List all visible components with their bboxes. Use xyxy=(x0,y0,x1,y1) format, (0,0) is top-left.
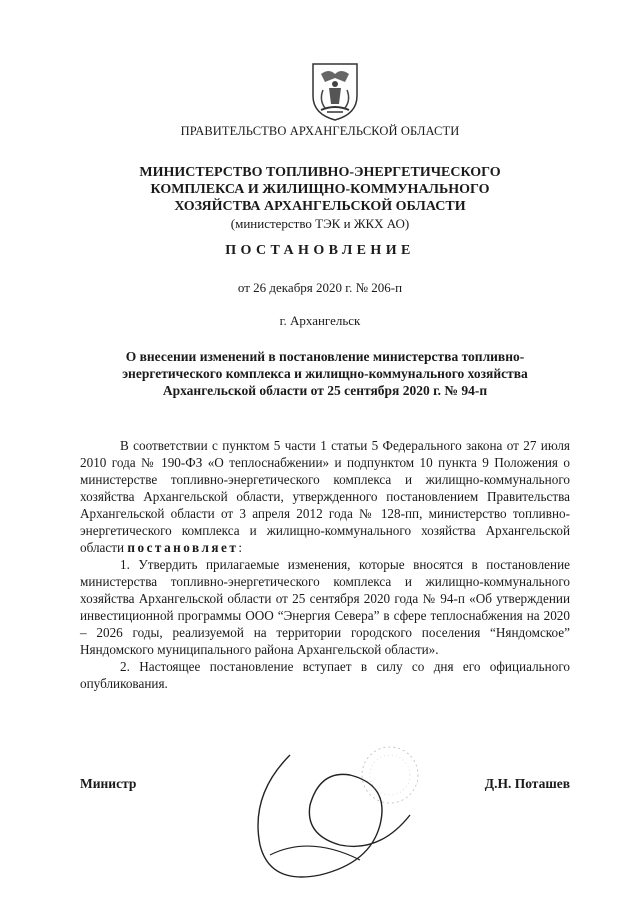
ministry-abbreviation: (министерство ТЭК и ЖКХ АО) xyxy=(230,216,410,231)
coat-of-arms-emblem xyxy=(307,60,363,122)
document-subject: О внесении изменений в постановление министерства топливно-энергетического комплекса и жилищно-коммунального хозяйства Архангельской области от 25 сентября 2020 г. № 94-п xyxy=(122,349,528,398)
handwritten-signature xyxy=(230,735,430,895)
document-date-number: от 26 декабря 2020 г. № 206-п xyxy=(237,280,403,295)
item-1-paragraph: 1. Утвердить прилагаемые изменения, которые вносятся в постановление министерства топливно-энергетического комплекса и жилищно-коммунального хозяйства Архангельской области от 25 сентября 2020 года № 94-п «Об утверждении инвестиционной программы ООО “Энергия Севера” в сфере теплоснабжения на 2020 – 2026 годы, реализуемой на территории городского поселения “Няндомское” Няндомского муниципального района Архангельской области». xyxy=(80,557,570,657)
item-2-paragraph: 2. Настоящее постановление вступает в силу со дня его официального опубликования. xyxy=(80,659,570,691)
ministry-name xyxy=(0,164,640,215)
ministry-name-line: ХОЗЯЙСТВА АРХАНГЕЛЬСКОЙ ОБЛАСТИ xyxy=(174,199,466,214)
preamble-text: В соответствии с пунктом 5 части 1 статьи 5 Федерального закона от 27 июля 2010 года № 190-ФЗ «О теплоснабжении» и подпунктом 10 пункта 9 Положения о министерстве топливно-энергетического комплекса и жилищно-коммунального хозяйства Архангельской области, утвержденного постановлением Правительства Архангельской области от 3 апреля 2012 года № 128-пп, министерство топливно-энергетического комплекса и жилищно-коммунального хозяйства Архангельской области xyxy=(80,438,570,555)
signatory-name: Д.Н. Поташев xyxy=(484,776,570,791)
ministry-name-line: МИНИСТЕРСТВО ТОПЛИВНО-ЭНЕРГЕТИЧЕСКОГО xyxy=(139,165,501,180)
preamble-paragraph xyxy=(80,437,570,556)
ministry-name-line: КОМПЛЕКСА И ЖИЛИЩНО-КОММУНАЛЬНОГО xyxy=(150,182,490,197)
document-body xyxy=(80,437,570,692)
signatory-position: Министр xyxy=(80,776,137,791)
preamble-colon: : xyxy=(238,540,243,555)
document-city: г. Архангельск xyxy=(279,313,361,328)
government-name: ПРАВИТЕЛЬСТВО АРХАНГЕЛЬСКОЙ ОБЛАСТИ xyxy=(180,124,460,138)
resolves-word: постановляет xyxy=(127,540,239,555)
document-title: ПОСТАНОВЛЕНИЕ xyxy=(225,243,415,258)
